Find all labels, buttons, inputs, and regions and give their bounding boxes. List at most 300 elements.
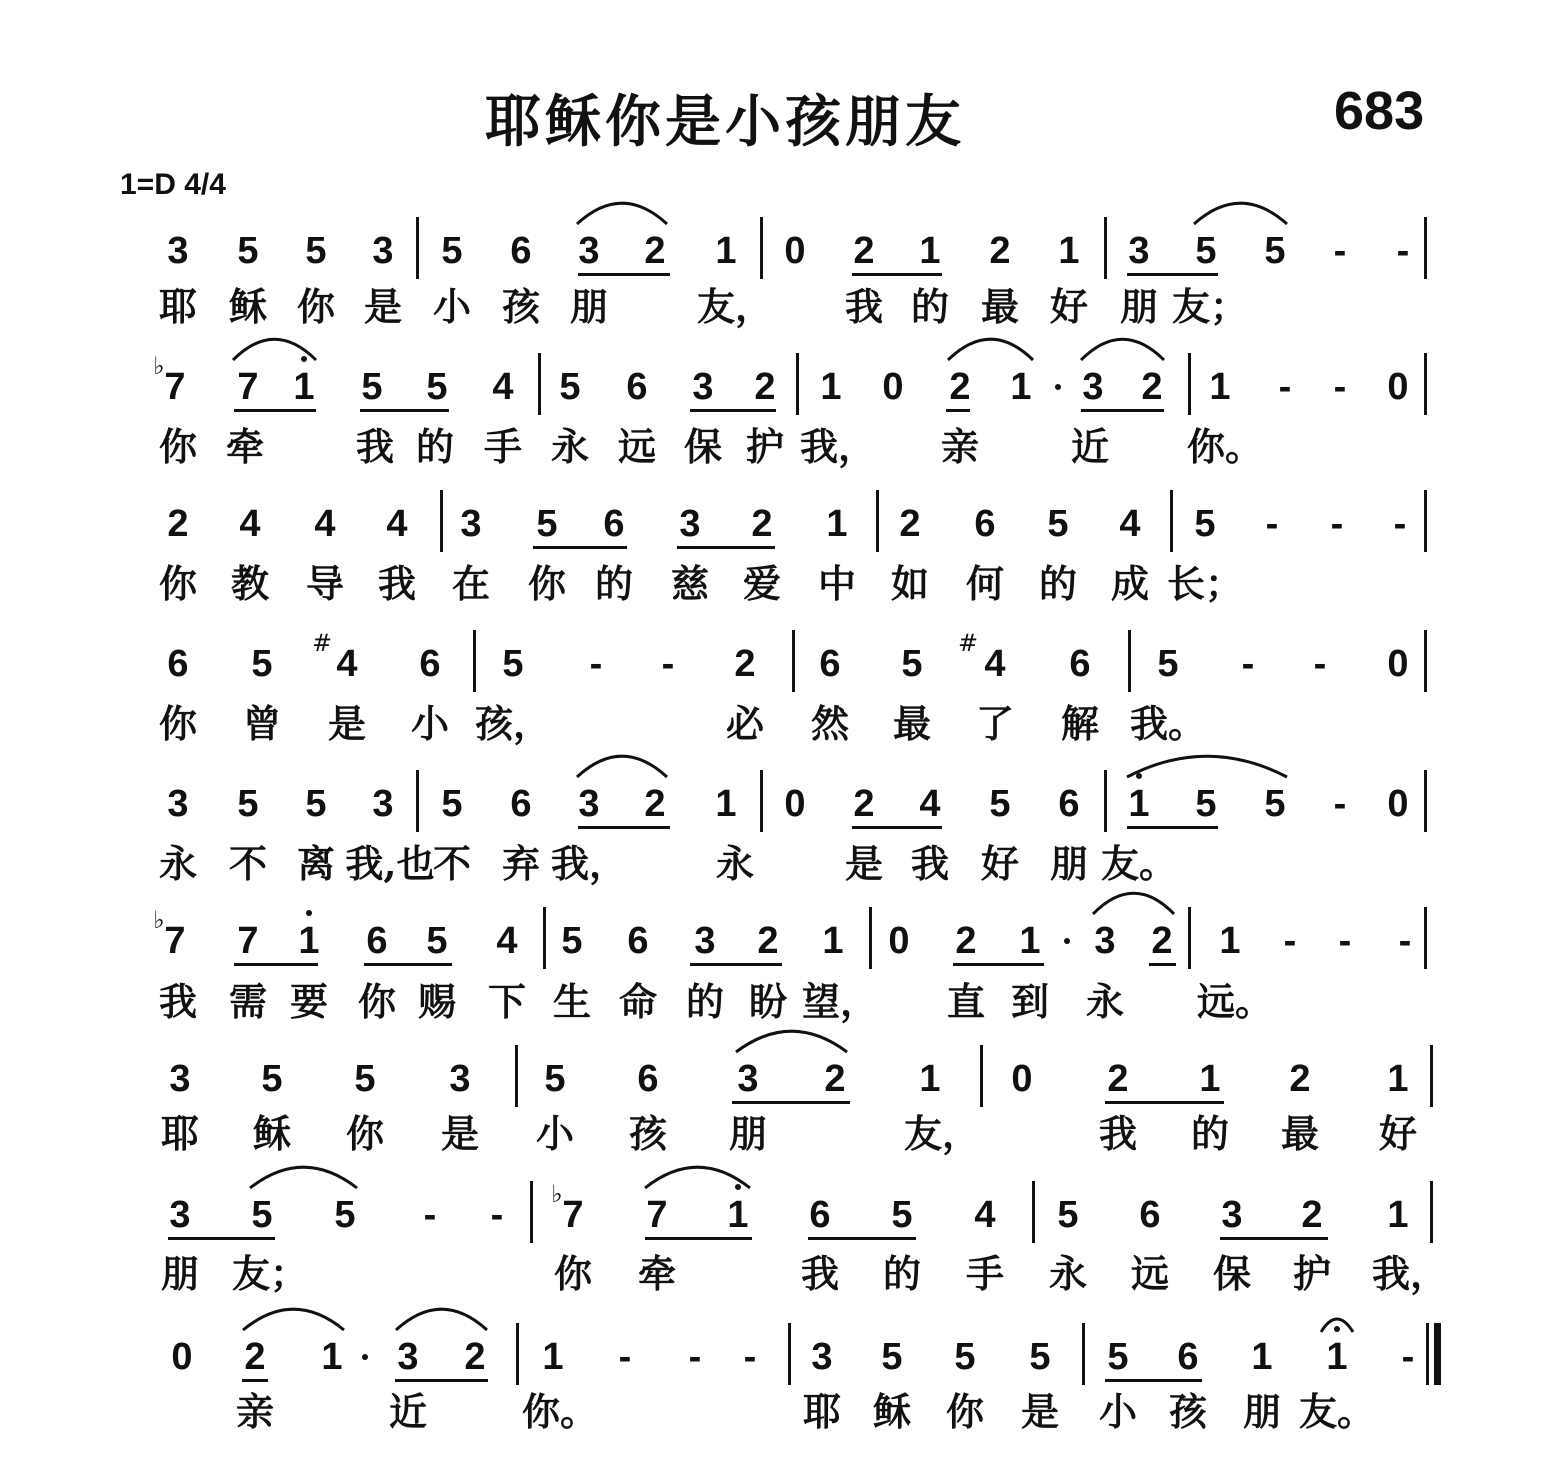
note: 5 xyxy=(881,1336,903,1378)
barline xyxy=(876,490,879,552)
note: 5 xyxy=(954,1336,976,1378)
note: 1 xyxy=(820,366,842,408)
lyric-char: 孩 xyxy=(1168,1389,1208,1434)
lyric-char: 最 xyxy=(980,284,1020,329)
lyric-char: 小 xyxy=(410,701,450,746)
lyric-char: 何 xyxy=(965,561,1005,606)
note: 1 xyxy=(293,366,315,408)
note: 3 xyxy=(169,1058,191,1100)
note: 2 xyxy=(949,366,971,408)
tie-slur xyxy=(250,1167,357,1188)
beam-underline xyxy=(578,273,670,276)
beam-underline xyxy=(242,1379,268,1382)
lyric-char: 手 xyxy=(483,424,523,469)
note: 0 xyxy=(1387,643,1409,685)
note: 4 xyxy=(336,643,358,685)
note: 1 xyxy=(1387,1194,1409,1236)
note: - xyxy=(1333,783,1347,825)
note: 3 xyxy=(811,1336,833,1378)
lyric-char: 如 xyxy=(890,561,930,606)
note: - xyxy=(1278,366,1292,408)
note: 2 xyxy=(1141,366,1163,408)
lyric-char: 命 xyxy=(618,979,658,1024)
barline xyxy=(788,1323,791,1385)
note: 0 xyxy=(882,366,904,408)
note: 6 xyxy=(627,920,649,962)
lyric-char: 耶 xyxy=(158,284,198,329)
lyric-char: 保 xyxy=(683,424,723,469)
lyric-char: 赐 xyxy=(417,979,457,1024)
note: 2 xyxy=(1151,920,1173,962)
lyric-char: 我 xyxy=(910,841,950,886)
note: 6 xyxy=(167,643,189,685)
note: 3 xyxy=(460,503,482,545)
beam-underline xyxy=(364,963,452,966)
lyric-char: 近 xyxy=(1070,424,1110,469)
beam-underline xyxy=(234,409,316,412)
beam-underline xyxy=(645,1237,752,1240)
note: 1 xyxy=(1128,783,1150,825)
octave-dot xyxy=(301,356,307,362)
lyric-char: 永 xyxy=(550,424,590,469)
lyric-char: 牵 xyxy=(637,1251,677,1296)
octave-dot xyxy=(1334,1326,1340,1332)
note: 3 xyxy=(737,1058,759,1100)
lyric-char: 永 xyxy=(1048,1251,1088,1296)
note: 2 xyxy=(757,920,779,962)
note: 1 xyxy=(542,1336,564,1378)
note: 6 xyxy=(1139,1194,1161,1236)
lyric-char: 朋 xyxy=(1242,1389,1282,1434)
lyric-char: 不 xyxy=(228,841,268,886)
note: 0 xyxy=(171,1336,193,1378)
barline xyxy=(1424,353,1427,415)
beam-underline xyxy=(690,409,776,412)
lyric-char: 慈 xyxy=(670,561,710,606)
lyric-char: 稣 xyxy=(872,1389,912,1434)
lyric-char: 教 xyxy=(230,561,270,606)
note: 3 xyxy=(449,1058,471,1100)
sharp-icon: # xyxy=(311,629,333,657)
note: - xyxy=(1313,643,1327,685)
note: 6 xyxy=(419,643,441,685)
lyric-char: 你 xyxy=(158,701,198,746)
note: 3 xyxy=(372,230,394,272)
note: 1 xyxy=(826,503,848,545)
note: 0 xyxy=(1011,1058,1033,1100)
note: 0 xyxy=(888,920,910,962)
lyric-char: 护 xyxy=(1292,1251,1332,1296)
beam-underline xyxy=(168,1237,275,1240)
lyric-char: 孩 xyxy=(501,284,541,329)
lyric-char: 友。 xyxy=(1298,1389,1376,1434)
note: 5 xyxy=(544,1058,566,1100)
note: 5 xyxy=(251,1194,273,1236)
note: 4 xyxy=(492,366,514,408)
final-barline xyxy=(1434,1323,1441,1385)
beam-underline xyxy=(690,963,782,966)
beam-underline xyxy=(677,546,775,549)
note: 1 xyxy=(715,230,737,272)
note: - xyxy=(1393,503,1407,545)
note: 5 xyxy=(1057,1194,1079,1236)
barline xyxy=(1426,1323,1429,1385)
lyric-char: 导 xyxy=(305,561,345,606)
lyric-char: 我,也 xyxy=(345,841,435,886)
beam-underline xyxy=(1149,963,1176,966)
barline xyxy=(1188,907,1191,969)
note: 1 xyxy=(919,230,941,272)
lyric-char: 你 xyxy=(357,979,397,1024)
note: 3 xyxy=(1094,920,1116,962)
barline xyxy=(1128,630,1131,692)
note: 1 xyxy=(1199,1058,1221,1100)
note: - xyxy=(1241,643,1255,685)
note: 4 xyxy=(386,503,408,545)
note: - xyxy=(1333,366,1347,408)
note: 2 xyxy=(734,643,756,685)
lyric-char: 了 xyxy=(975,701,1015,746)
barline xyxy=(1430,1045,1433,1107)
lyric-char: 我， xyxy=(799,424,877,469)
lyric-char: 到 xyxy=(1010,979,1050,1024)
hymn-number: 683 xyxy=(1334,81,1425,141)
barline xyxy=(530,1181,533,1243)
lyric-char: 的 xyxy=(1038,561,1078,606)
tie-slur xyxy=(577,203,667,224)
beam-underline xyxy=(852,273,942,276)
note: 5 xyxy=(1029,1336,1051,1378)
note: 2 xyxy=(824,1058,846,1100)
tie-slur xyxy=(948,339,1033,360)
duration-dot xyxy=(1055,384,1061,390)
note: 5 xyxy=(305,783,327,825)
lyric-char: 的 xyxy=(594,561,634,606)
lyric-char: 你。 xyxy=(1186,424,1264,469)
lyric-char: 你 xyxy=(527,561,567,606)
note: 4 xyxy=(984,643,1006,685)
lyric-char: 是 xyxy=(363,284,403,329)
lyric-char: 护 xyxy=(745,424,785,469)
lyric-char: 我， xyxy=(550,841,628,886)
lyric-char: 永 xyxy=(158,841,198,886)
tie-slur xyxy=(1093,893,1174,914)
note: 5 xyxy=(354,1058,376,1100)
lyric-char: 要 xyxy=(289,979,329,1024)
lyric-char: 耶 xyxy=(802,1389,842,1434)
lyric-char: 爱 xyxy=(742,561,782,606)
lyric-char: 朋 xyxy=(160,1251,200,1296)
note: - xyxy=(589,643,603,685)
lyric-char: 生 xyxy=(552,979,592,1024)
note: 5 xyxy=(536,503,558,545)
beam-underline xyxy=(1127,826,1218,829)
lyric-char: 的 xyxy=(685,979,725,1024)
beam-underline xyxy=(1127,273,1218,276)
note: 7 xyxy=(562,1194,584,1236)
note: 5 xyxy=(251,643,273,685)
note: 1 xyxy=(1010,366,1032,408)
note: 5 xyxy=(237,783,259,825)
note: 3 xyxy=(578,230,600,272)
lyric-char: 在 xyxy=(451,561,491,606)
note: 3 xyxy=(397,1336,419,1378)
barline xyxy=(1424,217,1427,279)
lyric-char: 我。 xyxy=(1129,701,1207,746)
lyric-char: 解 xyxy=(1060,701,1100,746)
lyric-char: 是 xyxy=(844,841,884,886)
lyric-char: 永 xyxy=(1085,979,1125,1024)
lyric-char: 你 xyxy=(553,1251,593,1296)
note: 4 xyxy=(1119,503,1141,545)
note: 5 xyxy=(1264,230,1286,272)
page-title: 耶稣你是小孩朋友 xyxy=(485,89,965,155)
note: 6 xyxy=(366,920,388,962)
lyric-char: 远 xyxy=(1130,1251,1170,1296)
note: 5 xyxy=(891,1194,913,1236)
note: - xyxy=(1330,503,1344,545)
beam-underline xyxy=(732,1101,850,1104)
note: 2 xyxy=(899,503,921,545)
note: 0 xyxy=(1387,783,1409,825)
barline xyxy=(1188,353,1191,415)
barline xyxy=(440,490,443,552)
note: 3 xyxy=(694,920,716,962)
note: 1 xyxy=(1326,1336,1348,1378)
lyric-char: 最 xyxy=(892,701,932,746)
lyric-char: 我 xyxy=(800,1251,840,1296)
note: 2 xyxy=(853,783,875,825)
note: - xyxy=(1401,1336,1415,1378)
note: 1 xyxy=(298,920,320,962)
note: 4 xyxy=(496,920,518,962)
lyric-char: 友； xyxy=(231,1251,309,1296)
lyric-char: 友， xyxy=(903,1111,981,1156)
note: 5 xyxy=(1264,783,1286,825)
lyric-char: 孩 xyxy=(628,1111,668,1156)
note: 1 xyxy=(321,1336,343,1378)
note: 1 xyxy=(919,1058,941,1100)
note: 2 xyxy=(1289,1058,1311,1100)
lyric-char: 手 xyxy=(965,1251,1005,1296)
note: 5 xyxy=(559,366,581,408)
note: 5 xyxy=(1194,503,1216,545)
lyric-char: 小 xyxy=(432,284,472,329)
barline xyxy=(1424,490,1427,552)
lyric-char: 亲 xyxy=(940,424,980,469)
lyric-char: 我 xyxy=(377,561,417,606)
note: 6 xyxy=(626,366,648,408)
barline xyxy=(1424,907,1427,969)
flat-icon: ♭ xyxy=(153,352,165,380)
note: 2 xyxy=(644,230,666,272)
note: - xyxy=(1283,920,1297,962)
lyric-char: 耶 xyxy=(160,1111,200,1156)
note: 1 xyxy=(1219,920,1241,962)
note: 3 xyxy=(1128,230,1150,272)
note: - xyxy=(688,1336,702,1378)
note: - xyxy=(618,1336,632,1378)
lyric-char: 好 xyxy=(1049,284,1089,329)
barline xyxy=(538,353,541,415)
note: 5 xyxy=(1195,783,1217,825)
barline xyxy=(1104,770,1107,832)
tie-slur xyxy=(645,1167,750,1188)
barline xyxy=(792,630,795,692)
lyric-char: 我， xyxy=(1371,1251,1449,1296)
beam-underline xyxy=(533,546,627,549)
note: 3 xyxy=(1082,366,1104,408)
barline xyxy=(980,1045,983,1107)
lyric-char: 好 xyxy=(1378,1111,1418,1156)
note: 3 xyxy=(578,783,600,825)
note: - xyxy=(423,1194,437,1236)
tie-slur xyxy=(1127,756,1287,777)
note: 0 xyxy=(1387,366,1409,408)
beam-underline xyxy=(1105,1101,1224,1104)
tie-slur xyxy=(736,1031,847,1052)
note: 2 xyxy=(989,230,1011,272)
sharp-icon: # xyxy=(957,629,979,657)
lyric-char: 必 xyxy=(725,701,765,746)
lyric-char: 是 xyxy=(440,1111,480,1156)
note: 6 xyxy=(603,503,625,545)
lyric-char: 你。 xyxy=(521,1389,599,1434)
note: 2 xyxy=(464,1336,486,1378)
note: 5 xyxy=(1047,503,1069,545)
barline xyxy=(760,217,763,279)
note: 4 xyxy=(314,503,336,545)
lyric-char: 稣 xyxy=(228,284,268,329)
barline xyxy=(473,630,476,692)
note: 1 xyxy=(1058,230,1080,272)
tie-slur xyxy=(577,756,667,777)
note: 2 xyxy=(1301,1194,1323,1236)
note: 6 xyxy=(510,783,532,825)
note: 5 xyxy=(305,230,327,272)
lyric-char: 亲 xyxy=(235,1389,275,1434)
note: - xyxy=(1338,920,1352,962)
beam-underline xyxy=(1081,409,1164,412)
lyric-char: 是 xyxy=(327,701,367,746)
note: 2 xyxy=(167,503,189,545)
tie-slur xyxy=(233,339,316,360)
note: 6 xyxy=(819,643,841,685)
note: - xyxy=(490,1194,504,1236)
note: 3 xyxy=(679,503,701,545)
barline xyxy=(796,353,799,415)
tie-slur xyxy=(243,1309,344,1330)
lyric-char: 永 xyxy=(715,841,755,886)
note: 6 xyxy=(1069,643,1091,685)
lyric-char: 近 xyxy=(388,1389,428,1434)
lyric-char: 你 xyxy=(345,1111,385,1156)
note: 1 xyxy=(1387,1058,1409,1100)
barline xyxy=(515,1045,518,1107)
tie-slur xyxy=(1194,203,1287,224)
note: 5 xyxy=(261,1058,283,1100)
note: 7 xyxy=(237,920,259,962)
barline xyxy=(543,907,546,969)
lyric-char: 友， xyxy=(696,284,774,329)
barline xyxy=(1424,770,1427,832)
note: 6 xyxy=(974,503,996,545)
note: 2 xyxy=(955,920,977,962)
lyric-char: 最 xyxy=(1280,1111,1320,1156)
note: 4 xyxy=(974,1194,996,1236)
lyric-char: 保 xyxy=(1212,1251,1252,1296)
lyric-char: 远 xyxy=(617,424,657,469)
barline xyxy=(416,770,419,832)
note: 3 xyxy=(1221,1194,1243,1236)
note: 5 xyxy=(1157,643,1179,685)
tie-slur xyxy=(1081,339,1164,360)
note: 1 xyxy=(1019,920,1041,962)
tie-slur xyxy=(396,1309,487,1330)
note: - xyxy=(1396,230,1410,272)
lyric-char: 下 xyxy=(487,979,527,1024)
note: 6 xyxy=(510,230,532,272)
lyric-char: 我 xyxy=(355,424,395,469)
note: 6 xyxy=(1177,1336,1199,1378)
lyric-char: 你 xyxy=(158,561,198,606)
note: 5 xyxy=(426,920,448,962)
lyric-char: 离 xyxy=(296,841,336,886)
note: 5 xyxy=(237,230,259,272)
lyric-char: 直 xyxy=(946,979,986,1024)
note: 5 xyxy=(1195,230,1217,272)
lyric-char: 朋 xyxy=(1119,284,1159,329)
lyric-char: 友。 xyxy=(1100,841,1178,886)
note: - xyxy=(1265,503,1279,545)
note: 5 xyxy=(334,1194,356,1236)
lyric-char: 然 xyxy=(810,701,850,746)
note: 6 xyxy=(1058,783,1080,825)
barline xyxy=(1170,490,1173,552)
lyric-char: 的 xyxy=(415,424,455,469)
octave-dot xyxy=(735,1184,741,1190)
barline xyxy=(869,907,872,969)
lyric-char: 友； xyxy=(1171,284,1249,329)
note: 2 xyxy=(751,503,773,545)
note: 5 xyxy=(1107,1336,1129,1378)
lyric-char: 中 xyxy=(817,561,857,606)
note: 3 xyxy=(167,230,189,272)
note: 4 xyxy=(919,783,941,825)
beam-underline xyxy=(360,409,449,412)
lyric-char: 你 xyxy=(296,284,336,329)
beam-underline xyxy=(1220,1237,1328,1240)
note: 1 xyxy=(1251,1336,1273,1378)
fermata-icon xyxy=(1321,1319,1353,1332)
note: 1 xyxy=(715,783,737,825)
note: 2 xyxy=(244,1336,266,1378)
beam-underline xyxy=(1105,1379,1202,1382)
barline xyxy=(1082,1323,1085,1385)
note: 7 xyxy=(646,1194,668,1236)
lyric-char: 盼 xyxy=(748,979,788,1024)
lyric-char: 不 xyxy=(432,841,472,886)
lyric-char: 需 xyxy=(228,979,268,1024)
note: 5 xyxy=(441,230,463,272)
note: 3 xyxy=(167,783,189,825)
note: 5 xyxy=(426,366,448,408)
lyric-char: 孩， xyxy=(474,701,552,746)
note: 5 xyxy=(901,643,923,685)
note: 5 xyxy=(361,366,383,408)
lyric-char: 朋 xyxy=(728,1111,768,1156)
barline xyxy=(416,217,419,279)
